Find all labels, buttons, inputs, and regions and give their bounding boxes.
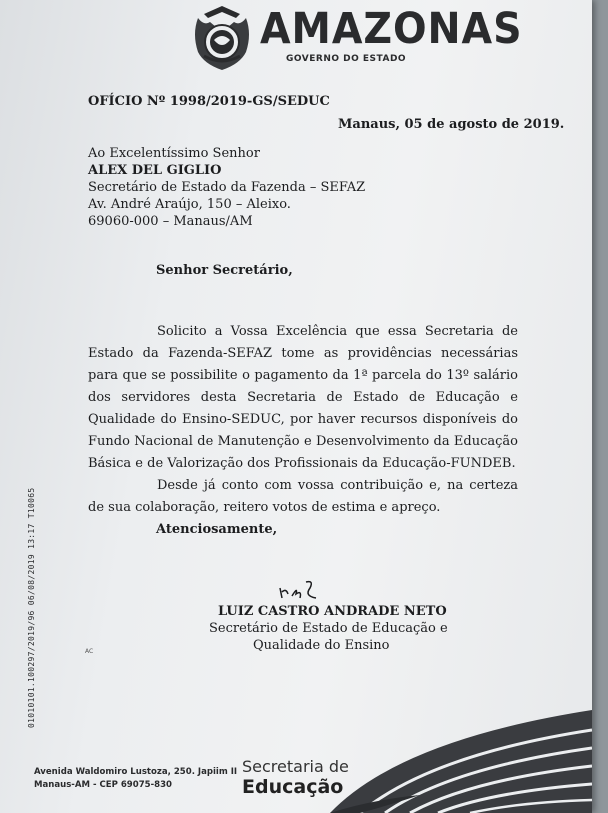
footer-address-line2: Manaus-AM - CEP 69075-830 xyxy=(34,780,172,790)
signer-name: LUIZ CASTRO ANDRADE NETO xyxy=(218,604,447,619)
recipient-role: Secretário de Estado da Fazenda – SEFAZ xyxy=(88,180,366,195)
signature-icon xyxy=(276,578,324,602)
body-paragraph: Solicito a Vossa Excelência que essa Secretaria de Estado da Fazenda-SEFAZ tome as providências necessárias para que se possibilite o pagamento da 1ª parcela do 13º salário dos servidores desta Secretaria de Estado de Educação e Qualidade do Ensino-SEDUC, por haver recursos disponíveis do Fundo Nacional de Manutenção e Desenvolvimento da Educação Básica e de Valorização dos Profissionais da Educação-FUNDEB. xyxy=(88,324,518,471)
footer-address-line1: Avenida Waldomiro Lustoza, 250. Japiim II xyxy=(34,767,238,777)
protocol-stamp: 01010101.100297/2019/96 06/08/2019 13:17 T10065 xyxy=(27,487,36,728)
signer-title-line2: Qualidade do Ensino xyxy=(253,638,390,653)
small-mark: AC xyxy=(85,648,94,655)
greeting: Senhor Secretário, xyxy=(156,263,293,278)
brand-wordmark: AMAZONAS xyxy=(260,4,523,54)
recipient-name: ALEX DEL GIGLIO xyxy=(88,163,222,178)
state-crest-icon xyxy=(190,4,254,74)
place-date: Manaus, 05 de agosto de 2019. xyxy=(338,117,565,132)
signer-title-line1: Secretário de Estado de Educação e xyxy=(209,621,448,636)
footer-secretaria-line1: Secretaria de xyxy=(242,757,349,776)
letter-body xyxy=(88,321,518,519)
footer-waves-icon xyxy=(330,700,592,813)
recipient-address: Av. André Araújo, 150 – Aleixo. xyxy=(88,197,291,212)
office-reference: OFÍCIO Nº 1998/2019-GS/SEDUC xyxy=(88,94,330,109)
brand-subtitle: GOVERNO DO ESTADO xyxy=(286,54,407,64)
closing: Atenciosamente, xyxy=(156,522,278,537)
footer-secretaria-line2: Educação xyxy=(242,776,344,798)
recipient-salutation: Ao Excelentíssimo Senhor xyxy=(88,146,260,161)
body-paragraph: Desde já conto com vossa contribuição e, na certeza de sua colaboração, reitero votos de estima e apreço. xyxy=(88,478,518,515)
recipient-postal: 69060-000 – Manaus/AM xyxy=(88,214,253,229)
